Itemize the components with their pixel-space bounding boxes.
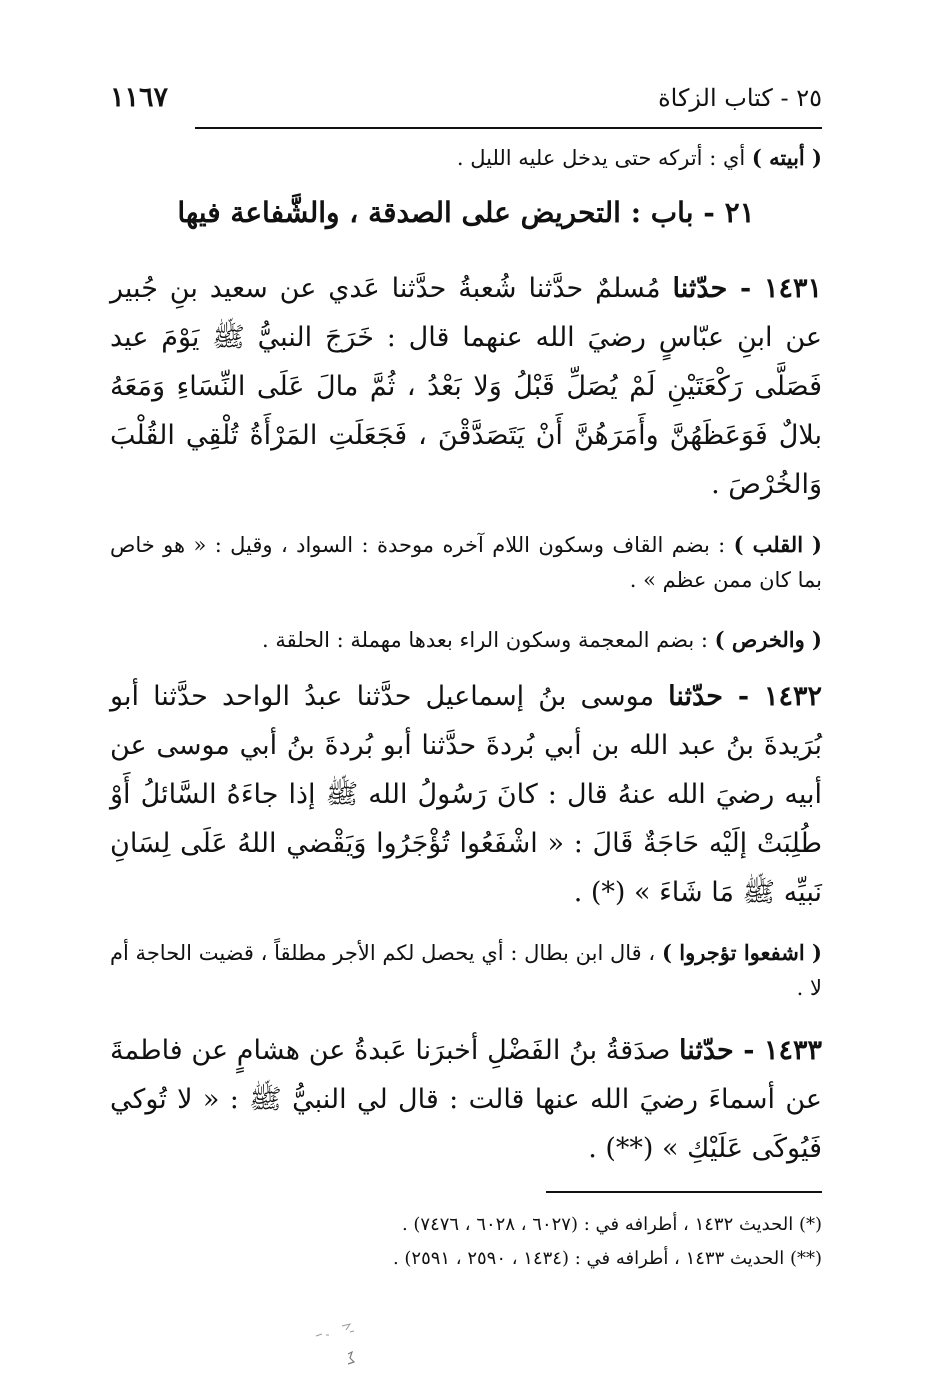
header-divider (195, 127, 822, 129)
hadith-1431 (110, 264, 822, 509)
note-ishfau (110, 935, 822, 1006)
hadith-text: مُسلمٌ حدَّثنا شُعبةُ حدَّثنا عَدي عن سعيد بنِ جُبير عن ابنِ عبّاسٍ رضيَ الله عنهما قال : خَرَجَ النبيُّ ﷺ يَوْمَ عيد فَصَلَّى رَكْعَتَيْنِ لَمْ يُصَلِّ قَبْلُ وَلا بَعْدُ ، ثُمَّ مالَ عَلَى النِّسَاءِ وَمَعَهُ بلالٌ فَوَعَظَهُنَّ وأَمَرَهُنَّ أَنْ يَتَصَدَّقْنَ ، فَجَعَلَتِ المَرْأَةُ تُلْقِي القُلْبَ وَالخُرْصَ . (110, 273, 822, 500)
note-qulb (110, 527, 822, 598)
scan-smudge-mark (312, 1318, 362, 1368)
chapter-heading: ٢١ - باب : التحريض على الصدقة ، والشَّفاعة فيها (177, 196, 755, 229)
footnote-item: (*) الحديث ١٤٣٢ ، أطرافه في : (٦٠٢٧ ، ٦٠٢٨ ، ٧٤٧٦) . (401, 1214, 822, 1235)
footnote-divider (546, 1191, 822, 1193)
hadith-lead: ١٤٣٢ - حدّثنا (668, 681, 822, 712)
hadith-lead: ١٤٣٣ - حدّثنا (678, 1035, 822, 1066)
hadith-text: موسى بنُ إسماعيل حدَّثنا عبدُ الواحد حدَّثنا أبو بُرَيدةَ بنُ عبد الله بن أبي بُردةَ حدَّثنا أبو بُردةَ بنُ أبي موسى عن أبيه رضيَ الله عنهُ قال : كانَ رَسُولُ الله ﷺ إذا جاءَهُ السَّائلُ أَوْ طُلِبَتْ إلَيْه حَاجَةٌ قَالَ : « اشْفَعُوا تُؤْجَرُوا وَيَقْضي اللهُ عَلَى لِسَانِ نَبيِّه ﷺ مَا شَاءَ » (*) . (110, 681, 822, 908)
note-text: أي : أتركه حتى يدخل عليه الليل . (456, 146, 752, 170)
hadith-lead: ١٤٣١ - حدّثنا (672, 273, 822, 304)
note-abithu (110, 140, 822, 176)
note-text: : بضم المعجمة وسكون الراء بعدها مهملة : الحلقة . (262, 628, 715, 652)
note-term: ( القلب ) (733, 532, 822, 557)
footnotes (110, 1208, 822, 1276)
hadith-1433 (110, 1026, 822, 1173)
page-header (110, 82, 822, 122)
page-number: ١١٦٧ (110, 82, 169, 113)
note-term: ( أبيته ) (751, 145, 822, 170)
hadith-text: صدَقةُ بنُ الفَضْلِ أخبرَنا عَبدةُ عن هشامٍ عن فاطمةَ عن أسماءَ رضيَ الله عنها قالت : قال لي النبيُّ ﷺ : « لا تُوكي فَيُوكَى عَلَيْكِ » (**) . (110, 1035, 822, 1164)
note-text: : بضم القاف وسكون اللام آخره موحدة : السواد ، وقيل : « هو خاص بما كان ممن عظم » . (110, 533, 822, 592)
running-title: ٢٥ - كتاب الزكاة (658, 84, 822, 112)
note-khurs (110, 622, 822, 658)
footnote-item: (**) الحديث ١٤٣٣ ، أطرافه في : (١٤٣٤ ، ٢٥٩٠ ، ٢٥٩١) . (392, 1248, 822, 1269)
hadith-1432 (110, 672, 822, 917)
note-term: ( اشفعوا تؤجروا ) (661, 940, 822, 965)
note-term: ( والخرص ) (714, 627, 822, 652)
note-text: ، قال ابن بطال : أي يحصل لكم الأجر مطلقاً ، قضيت الحاجة أم لا . (110, 941, 822, 1000)
